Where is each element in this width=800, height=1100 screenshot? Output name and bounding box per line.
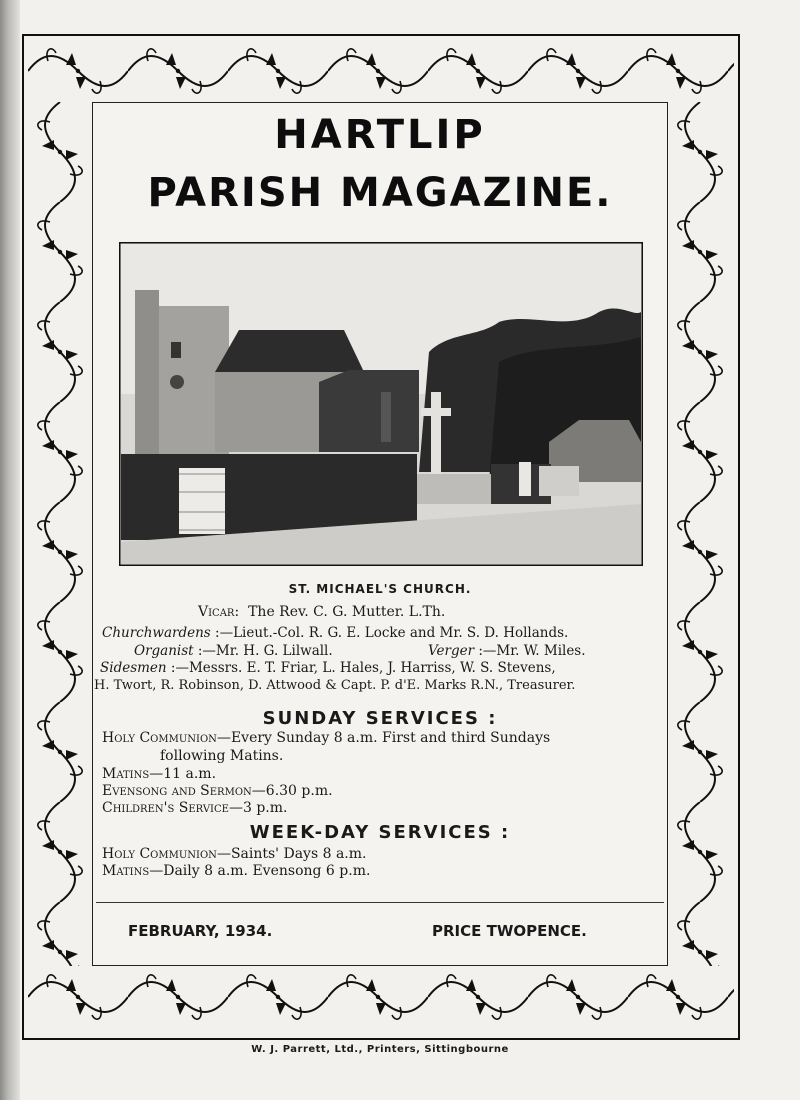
weekday-holy-communion-line: Holy Communion—Saints' Days 8 a.m. [102,846,367,862]
evensong-label: Evensong and Sermon [102,783,252,799]
evensong-time: 6.30 p.m. [265,783,333,799]
issue-price: PRICE TWOPENCE. [432,922,587,940]
sunday-matins-label: Matins [102,766,150,782]
vicar-name: The Rev. C. G. Mutter. L.Th. [248,604,446,620]
churchwardens-line: Churchwardens :—Lieut.-Col. R. G. E. Locke and Mr. S. D. Hollands. [102,625,569,641]
photo-caption: ST. MICHAEL'S CHURCH. [288,582,472,596]
organist-label: Organist [134,643,194,659]
masthead-title-line2: PARISH MAGAZINE. [147,170,613,216]
verger-line: Verger :—Mr. W. Miles. [428,643,586,659]
sunday-holy-communion-label: Holy Communion [102,730,217,746]
churchwardens-names: Lieut.-Col. R. G. E. Locke and Mr. S. D. Hollands. [233,625,569,641]
verger-name: Mr. W. Miles. [496,643,586,659]
sunday-matins-time: 11 a.m. [163,766,217,782]
childrens-service-label: Children's Service [102,800,229,816]
weekday-matins-label: Matins [102,863,150,879]
organist-line: Organist :—Mr. H. G. Lilwall. [134,643,333,659]
childrens-service-time: 3 p.m. [242,800,288,816]
sidesmen-label: Sidesmen [100,660,167,676]
weekday-matins-line: Matins—Daily 8 a.m. Evensong 6 p.m. [102,863,371,879]
masthead-title-line1: HARTLIP [274,112,486,158]
sidesmen-names-1: Messrs. E. T. Friar, L. Hales, J. Harriss, W. S. Stevens, [188,660,556,676]
floral-border-top [28,40,734,102]
sunday-services-heading: SUNDAY SERVICES : [262,708,498,729]
printer-imprint: W. J. Parrett, Ltd., Printers, Sittingbourne [251,1044,509,1055]
sunday-holy-communion-times: Every Sunday 8 a.m. First and third Sundays [230,730,551,746]
sunday-matins-line: Matins—11 a.m. [102,766,217,782]
floral-border-bottom [28,966,734,1034]
sidesmen-line-1: Sidesmen :—Messrs. E. T. Friar, L. Hales, J. Harriss, W. S. Stevens, [100,660,556,676]
sunday-holy-communion-continued: following Matins. [160,748,284,764]
weekday-services-heading: WEEK-DAY SERVICES : [249,822,511,843]
evensong-line: Evensong and Sermon—6.30 p.m. [102,783,333,799]
floral-border-right [668,102,734,966]
weekday-matins-times: Daily 8 a.m. Evensong 6 p.m. [163,863,371,879]
footer-divider [96,902,664,903]
book-spine-shadow [0,0,20,1100]
vicar-label: Vicar [198,604,235,620]
sidesmen-line-2: H. Twort, R. Robinson, D. Attwood & Capt. P. d'E. Marks R.N., Treasurer. [94,678,576,693]
organist-name: Mr. H. G. Lilwall. [215,643,333,659]
floral-border-left [28,102,92,966]
church-photograph [119,242,643,566]
issue-date: FEBRUARY, 1934. [128,922,273,940]
childrens-service-line: Children's Service—3 p.m. [102,800,288,816]
verger-label: Verger [428,643,475,659]
churchwardens-label: Churchwardens [102,625,211,641]
weekday-holy-communion-label: Holy Communion [102,846,217,862]
weekday-holy-communion-time: Saints' Days 8 a.m. [230,846,367,862]
sunday-holy-communion-line: Holy Communion—Every Sunday 8 a.m. First and third Sundays [102,730,551,746]
vicar-line: Vicar: The Rev. C. G. Mutter. L.Th. [198,604,446,620]
